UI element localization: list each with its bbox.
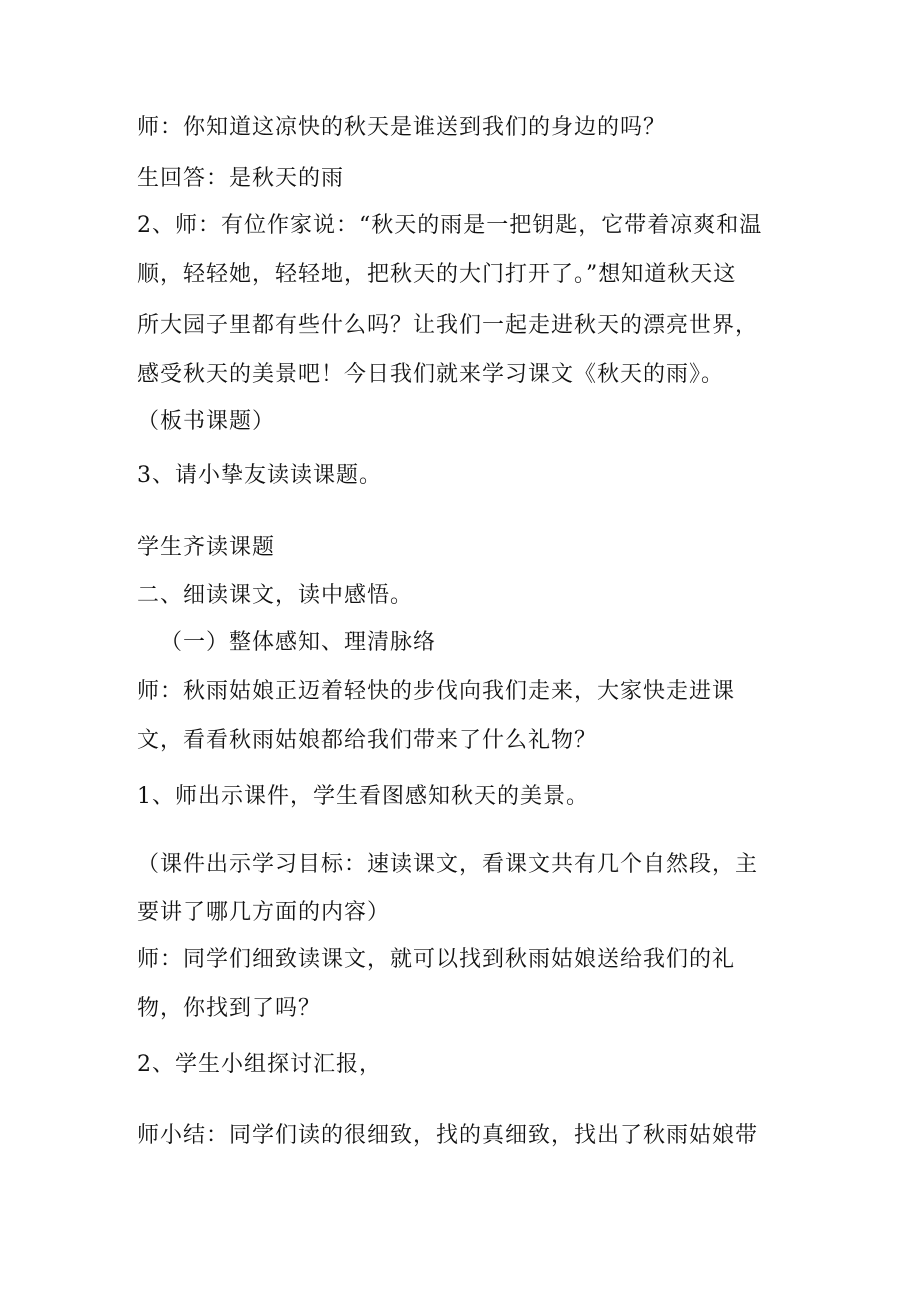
section-heading: 二、细读课文，读中感悟。 [137,583,414,608]
text-line: 2、师：有位作家说：“秋天的雨是一把钥匙，它带着凉爽和温 [137,213,763,238]
text-line: 学生齐读课题 [137,535,276,560]
text-line: 师：同学们细致读课文，就可以找到秋雨姑娘送给我们的礼 [137,947,736,972]
subsection-heading: （一）整体感知、理清脉络 [160,630,437,655]
text-line: 师：你知道这凉快的秋天是谁送到我们的身边的吗？ [137,115,667,140]
text-line: 3、请小挚友读读课题。 [137,463,382,488]
text-line: 文，看看秋雨姑娘都给我们带来了什么礼物？ [137,728,598,753]
text-line: 所大园子里都有些什么吗？让我们一起走进秋天的漂亮世界， [137,313,759,338]
text-line: （课件出示学习目标：速读课文，看课文共有几个自然段，主 [137,852,759,877]
text-line: 要讲了哪几方面的内容） [137,900,391,925]
text-line: 生回答：是秋天的雨 [137,166,345,191]
text-line: 顺，轻轻她，轻轻地，把秋天的大门打开了。”想知道秋天这 [137,262,737,287]
text-line: （板书课题） [137,409,276,434]
text-line: 感受秋天的美景吧！今日我们就来学习课文《秋天的雨》。 [137,362,725,387]
text-line: 2、学生小组探讨汇报， [137,1052,382,1077]
text-line: 物，你找到了吗？ [137,996,322,1021]
text-line: 师小结：同学们读的很细致，找的真细致，找出了秋雨姑娘带 [137,1123,759,1148]
text-line: 师：秋雨姑娘正迈着轻快的步伐向我们走来，大家快走进课 [137,679,736,704]
text-line: 1、师出示课件，学生看图感知秋天的美景。 [137,784,589,809]
